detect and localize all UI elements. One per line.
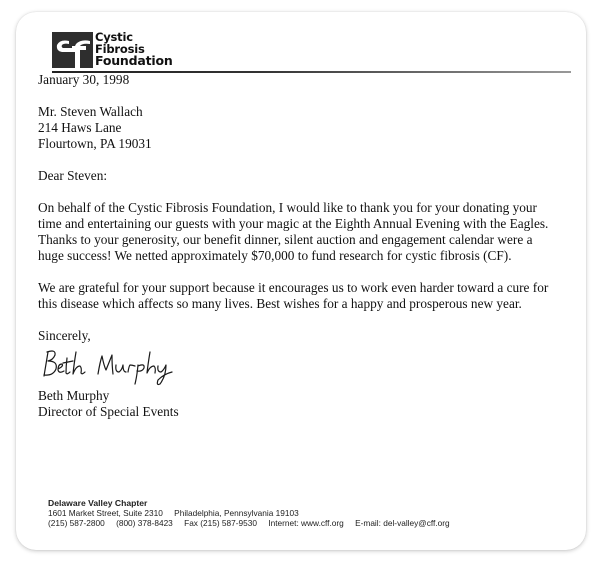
org-line-3: Foundation [95, 53, 173, 68]
signer-title: Director of Special Events [38, 404, 179, 419]
footer-phone-1: (215) 587-2800 [48, 518, 105, 528]
letter-date: January 30, 1998 [38, 72, 130, 87]
letterhead-footer [48, 498, 459, 528]
paragraph-line: We are grateful for your support because it encourages us to work even harder toward a cure for [38, 280, 549, 295]
organization-name [95, 32, 173, 67]
signer-name: Beth Murphy [38, 388, 110, 403]
org-line-1: Cystic [95, 30, 133, 44]
recipient-city: Flourtown, PA 19031 [38, 136, 152, 151]
salutation: Dear Steven: [38, 168, 108, 183]
recipient-address [38, 104, 578, 152]
paragraph-line: huge success! We netted approximately $70,000 to fund research for cystic fibrosis (CF). [38, 248, 512, 263]
footer-street: 1601 Market Street, Suite 2310 [48, 508, 163, 518]
paragraph-line: this disease which affects so many lives. Best wishes for a happy and prosperous new year. [38, 296, 522, 311]
footer-fax: Fax (215) 587-9530 [184, 518, 257, 528]
footer-email: E-mail: del-valley@cff.org [355, 518, 450, 528]
org-line-2: Fibrosis [95, 41, 145, 56]
footer-address-row [48, 508, 459, 518]
footer-city: Philadelphia, Pennsylvania 19103 [174, 508, 299, 518]
closing: Sincerely, [38, 328, 91, 343]
paragraph-line: Thanks to your generosity, our benefit dinner, silent auction and engagement calendar were a [38, 232, 533, 247]
chapter-name: Delaware Valley Chapter [48, 498, 148, 508]
footer-phone-2: (800) 378-8423 [116, 518, 173, 528]
paragraph-gratitude [38, 280, 578, 312]
letterhead-logo [52, 32, 173, 72]
paragraph-line: time and entertaining our guests with your magic at the Eighth Annual Evening with the Eagles. [38, 216, 549, 231]
footer-internet: Internet: www.cff.org [268, 518, 344, 528]
paragraph-line: On behalf of the Cystic Fibrosis Foundation, I would like to thank you for your donating your [38, 200, 537, 215]
recipient-name: Mr. Steven Wallach [38, 104, 143, 119]
letter-body [38, 72, 578, 420]
handwritten-signature-icon [40, 346, 578, 388]
cf-logo-icon [52, 32, 93, 68]
recipient-street: 214 Haws Lane [38, 120, 122, 135]
footer-contact-row [48, 518, 459, 528]
paragraph-thanks [38, 200, 578, 264]
